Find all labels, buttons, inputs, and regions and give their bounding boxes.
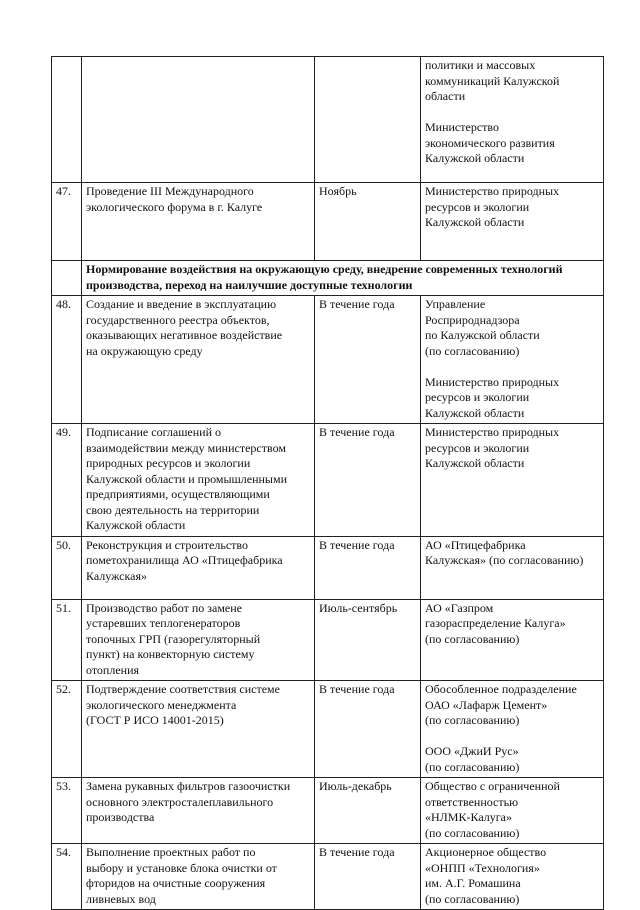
row-number bbox=[52, 57, 82, 183]
row-action: Подписание соглашений о взаимодействии между министерством природных ресурсов и экологии Калужской области и промышленными предприятиями, осуществляющими свою деятельность на территории Калужской области bbox=[82, 424, 315, 537]
row-term: Ноябрь bbox=[315, 183, 421, 261]
row-term: В течение года bbox=[315, 296, 421, 424]
row-action bbox=[82, 57, 315, 183]
table-row bbox=[52, 681, 604, 778]
measures-table bbox=[51, 56, 604, 910]
row-term: В течение года bbox=[315, 681, 421, 778]
row-number: 51. bbox=[52, 599, 82, 681]
row-responsible: АО «Газпром газораспределение Калуга» (по согласованию) bbox=[421, 599, 604, 681]
row-number: 49. bbox=[52, 424, 82, 537]
table-row bbox=[52, 778, 604, 844]
row-responsible: политики и массовых коммуникаций Калужской области Министерство экономического развития Калужской области bbox=[421, 57, 604, 183]
table-row bbox=[52, 183, 604, 261]
row-responsible: Управление Росприроднадзора по Калужской области (по согласованию) Министерство природных ресурсов и экологии Калужской области bbox=[421, 296, 604, 424]
row-number: 50. bbox=[52, 536, 82, 599]
row-action: Производство работ по замене устаревших теплогенераторов топочных ГРП (газорегуляторный пункт) на конвекторную систему отопления bbox=[82, 599, 315, 681]
row-responsible: Акционерное общество «ОНПП «Технология» им. А.Г. Ромашина (по согласованию) bbox=[421, 844, 604, 910]
table-row bbox=[52, 536, 604, 599]
row-action: Создание и введение в эксплуатацию государственного реестра объектов, оказывающих негативное воздействие на окружающую среду bbox=[82, 296, 315, 424]
section-heading-row bbox=[52, 261, 604, 296]
row-action: Замена рукавных фильтров газоочистки основного электросталеплавильного производства bbox=[82, 778, 315, 844]
row-responsible: АО «Птицефабрика Калужская» (по согласованию) bbox=[421, 536, 604, 599]
row-action: Выполнение проектных работ по выбору и установке блока очистки от фторидов на очистные сооружения ливневых вод bbox=[82, 844, 315, 910]
row-term: В течение года bbox=[315, 424, 421, 537]
table-row bbox=[52, 296, 604, 424]
row-term: В течение года bbox=[315, 536, 421, 599]
row-number: 53. bbox=[52, 778, 82, 844]
row-term: Июль-декабрь bbox=[315, 778, 421, 844]
row-number: 48. bbox=[52, 296, 82, 424]
row-number: 52. bbox=[52, 681, 82, 778]
table-row bbox=[52, 844, 604, 910]
row-number: 47. bbox=[52, 183, 82, 261]
row-responsible: Министерство природных ресурсов и экологии Калужской области bbox=[421, 424, 604, 537]
row-action: Подтверждение соответствия системе экологического менеджмента (ГОСТ Р ИСО 14001-2015) bbox=[82, 681, 315, 778]
table-row bbox=[52, 599, 604, 681]
row-responsible: Обществo с ограниченной ответственностью «НЛМК-Калуга» (по согласованию) bbox=[421, 778, 604, 844]
row-responsible: Обособленное подразделение ОАО «Лафарж Цемент» (по согласованию) ООО «ДжиИ Рус» (по согласованию) bbox=[421, 681, 604, 778]
table-row bbox=[52, 57, 604, 183]
row-term: В течение года bbox=[315, 844, 421, 910]
row-responsible: Министерство природных ресурсов и экологии Калужской области bbox=[421, 183, 604, 261]
row-number: 54. bbox=[52, 844, 82, 910]
section-heading: Нормирование воздействия на окружающую среду, внедрение современных технологий производства, переход на наилучшие доступные технологии bbox=[82, 261, 604, 296]
row-action: Проведение III Международного экологического форума в г. Калуге bbox=[82, 183, 315, 261]
table-row bbox=[52, 424, 604, 537]
row-term: Июль-сентябрь bbox=[315, 599, 421, 681]
row-term bbox=[315, 57, 421, 183]
row-action: Реконструкция и строительство пометохранилища АО «Птицефабрика Калужская» bbox=[82, 536, 315, 599]
